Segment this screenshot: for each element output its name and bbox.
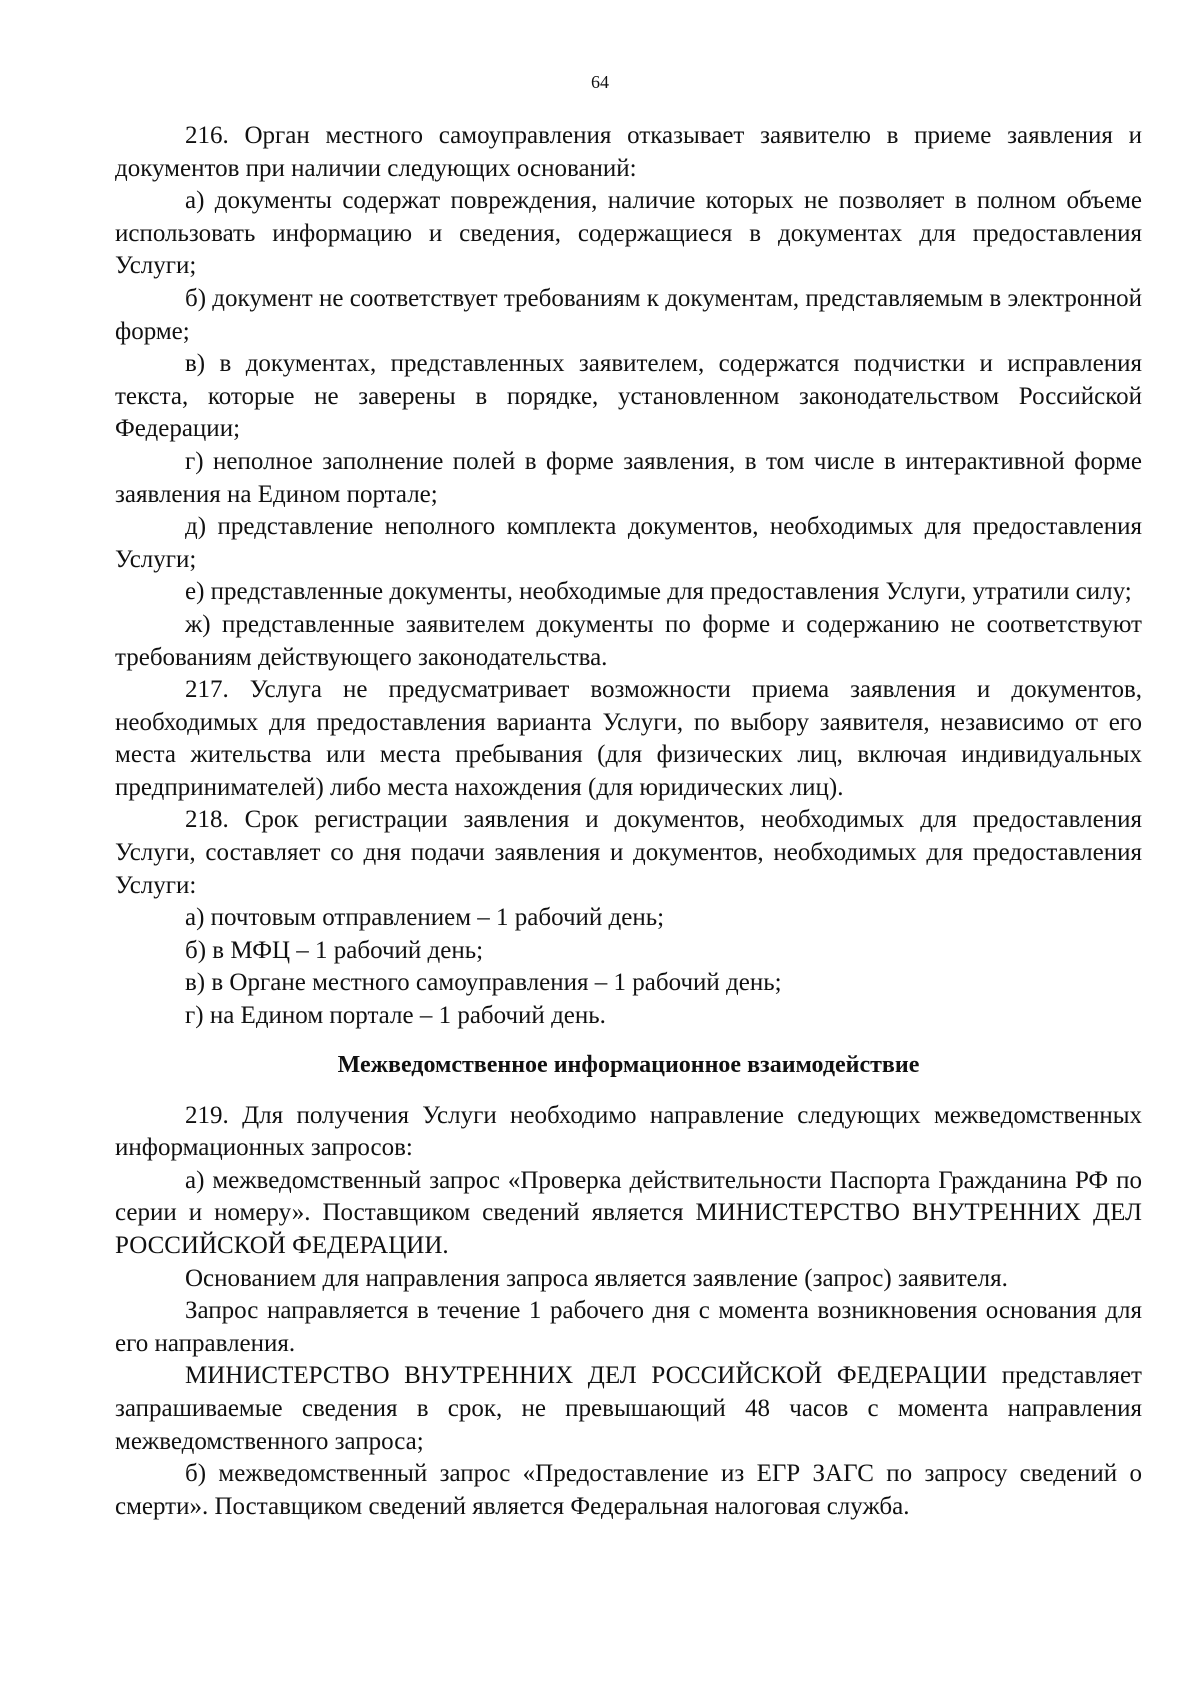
list-item-219-a: а) межведомственный запрос «Проверка действительности Паспорта Гражданина РФ по серии и номеру». Поставщиком сведений является МИНИСТЕРСТВО ВНУТРЕННИХ ДЕЛ РОССИЙСКОЙ ФЕДЕРАЦИИ. xyxy=(115,1166,1142,1259)
list-item-216-g: г) неполное заполнение полей в форме заявления, в том числе в интерактивной форме заявления на Едином портале; xyxy=(115,447,1142,508)
paragraph-217: 217. Услуга не предусматривает возможности приема заявления и документов, необходимых для предоставления варианта Услуги, по выбору заявителя, независимо от его места жительства или места пребывания (для физических лиц, включая индивидуальных предпринимателей) либо места нахождения (для юридических лиц). xyxy=(115,676,1142,801)
paragraph-219: 219. Для получения Услуги необходимо направление следующих межведомственных информационных запросов: xyxy=(115,1101,1142,1162)
paragraph-218: 218. Срок регистрации заявления и документов, необходимых для предоставления Услуги, составляет со дня подачи заявления и документов, необходимых для предоставления Услуги: xyxy=(115,806,1142,899)
list-item-216-e: е) представленные документы, необходимые для предоставления Услуги, утратили силу; xyxy=(185,578,1132,606)
list-item-218-v: в) в Органе местного самоуправления – 1 рабочий день; xyxy=(185,969,782,997)
list-item-218-b: б) в МФЦ – 1 рабочий день; xyxy=(185,936,484,964)
list-item-218-a: а) почтовым отправлением – 1 рабочий день; xyxy=(185,904,665,932)
list-item-216-a: а) документы содержат повреждения, наличие которых не позволяет в полном объеме использовать информацию и сведения, содержащиеся в документах для предоставления Услуги; xyxy=(115,187,1142,280)
paragraph-216: 216. Орган местного самоуправления отказывает заявителю в приеме заявления и документов при наличии следующих оснований: xyxy=(115,122,1142,182)
list-item-216-d: д) представление неполного комплекта документов, необходимых для предоставления Услуги; xyxy=(115,513,1142,573)
list-item-219-b: б) межведомственный запрос «Предоставление из ЕГР ЗАГС по запросу сведений о смерти». Поставщиком сведений является Федеральная налоговая служба. xyxy=(115,1460,1142,1520)
list-item-216-v: в) в документах, представленных заявителем, содержатся подчистки и исправления текста, которые не заверены в порядке, установленном законодательством Российской Федерации; xyxy=(115,350,1142,443)
document-body xyxy=(115,120,1142,1523)
paragraph-request-deadline: Запрос направляется в течение 1 рабочего дня с момента возникновения основания для его направления. xyxy=(115,1297,1142,1357)
list-item-216-zh: ж) представленные заявителем документы по форме и содержанию не соответствуют требованиям действующего законодательства. xyxy=(115,610,1142,671)
section-heading: Межведомственное информационное взаимодействие xyxy=(337,1051,920,1078)
page-number: 64 xyxy=(591,72,609,92)
paragraph-request-basis: Основанием для направления запроса является заявление (запрос) заявителя. xyxy=(185,1264,1008,1292)
paragraph-mvd-response: МИНИСТЕРСТВО ВНУТРЕННИХ ДЕЛ РОССИЙСКОЙ ФЕДЕРАЦИИ представляет запрашиваемые сведения в срок, не превышающий 48 часов с момента направления межведомственного запроса; xyxy=(115,1362,1142,1455)
list-item-216-b: б) документ не соответствует требованиям к документам, представляемым в электронной форме; xyxy=(115,284,1142,345)
list-item-218-g: г) на Едином портале – 1 рабочий день. xyxy=(185,1002,606,1030)
